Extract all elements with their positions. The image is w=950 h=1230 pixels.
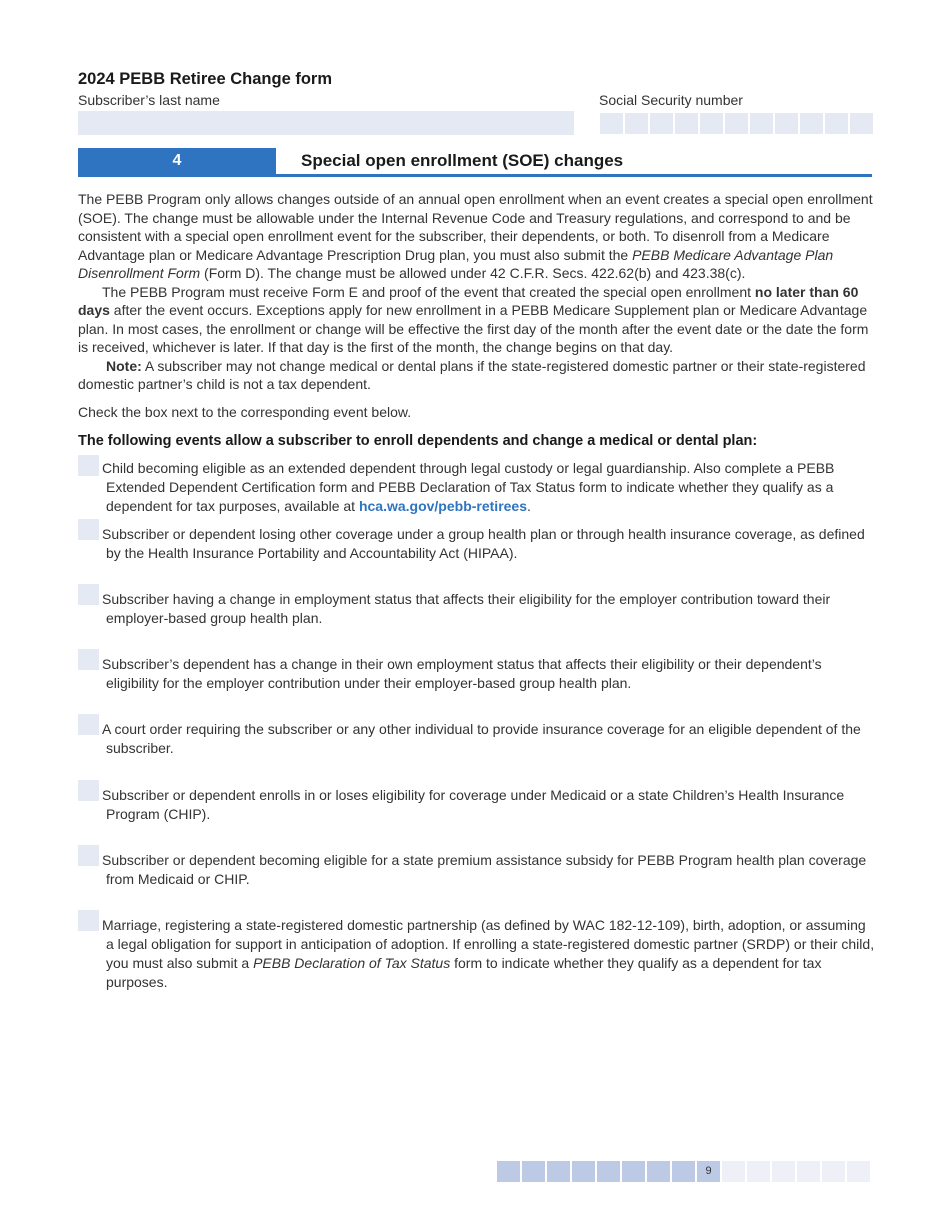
page-box [597, 1161, 620, 1182]
page-box [672, 1161, 695, 1182]
event-label: Subscriber having a change in employment status that affects their eligibility for the employer contribution toward their employer-based group health plan. [102, 591, 831, 626]
page-box [822, 1161, 845, 1182]
ssn-digit-box[interactable] [750, 113, 773, 134]
page-box [647, 1161, 670, 1182]
ssn-digit-box[interactable] [850, 113, 873, 134]
pebb-retirees-link[interactable]: hca.wa.gov/pebb-retirees [358, 498, 528, 514]
page-box [747, 1161, 770, 1182]
last-name-input[interactable] [78, 111, 574, 135]
ssn-field[interactable] [600, 113, 875, 134]
section-header [78, 148, 872, 177]
intro-text [78, 190, 873, 394]
note-paragraph: Note: A subscriber may not change medical or dental plans if the state-registered domestic partner or their state-registered domestic partner’s child is not a tax dependent. [78, 357, 866, 392]
page-box [572, 1161, 595, 1182]
event-checkbox-employment-change[interactable] [78, 584, 99, 605]
section-number: 4 [78, 148, 276, 174]
event-checkbox-medicaid-chip[interactable] [78, 780, 99, 801]
event-label: A court order requiring the subscriber or any other individual to provide insurance coverage for an eligible dependent of the subscriber. [102, 721, 861, 756]
ssn-digit-box[interactable] [675, 113, 698, 134]
ssn-digit-box[interactable] [775, 113, 798, 134]
intro-paragraph-2: The PEBB Program must receive Form E and proof of the event that created the special open enrollment no later than 60 days after the event occurs. Exceptions apply for new enrollment in a PEBB Medicare Supplement plan or Medicare Advantage plan. In most cases, the enrollment or change will be effective the first day of the month after the event date or the date the form is received, whichever is later. If that day is the first of the month, the change begins on that day. [78, 283, 869, 355]
page-indicator [497, 1161, 872, 1182]
event-checkbox-dependent-employment-change[interactable] [78, 649, 99, 670]
section-title: Special open enrollment (SOE) changes [301, 151, 624, 170]
event-checkbox-court-order[interactable] [78, 714, 99, 735]
ssn-digit-box[interactable] [650, 113, 673, 134]
page-number: 9 [697, 1161, 720, 1182]
event-checkbox-marriage-birth-adoption[interactable] [78, 910, 99, 931]
ssn-digit-box[interactable] [625, 113, 648, 134]
event-label: Subscriber or dependent enrolls in or loses eligibility for coverage under Medicaid or a state Children’s Health Insurance Program (CHIP). [102, 787, 845, 822]
ssn-digit-box[interactable] [800, 113, 823, 134]
event-checkbox-extended-dependent[interactable] [78, 455, 99, 476]
event-checkbox-premium-assistance[interactable] [78, 845, 99, 866]
ssn-label: Social Security number [599, 92, 743, 108]
event-checkbox-losing-coverage[interactable] [78, 519, 99, 540]
events-heading: The following events allow a subscriber to enroll dependents and change a medical or dental plan: [78, 433, 758, 449]
ssn-digit-box[interactable] [825, 113, 848, 134]
form-title: 2024 PEBB Retiree Change form [78, 70, 333, 88]
last-name-label: Subscriber’s last name [78, 92, 220, 108]
ssn-digit-box[interactable] [600, 113, 623, 134]
page-box [522, 1161, 545, 1182]
page-box [622, 1161, 645, 1182]
page-box [547, 1161, 570, 1182]
intro-paragraph-1: The PEBB Program only allows changes outside of an annual open enrollment when an event creates a special open enrollment (SOE). The change must be allowable under the Internal Revenue Code and Treasury regulations, and correspond to and be consistent with a special open enrollment event for the subscriber, their dependents, or both. To disenroll from a Medicare Advantage plan or Medicare Advantage Prescription Drug plan, you must also submit the PEBB Medicare Advantage Plan Disenrollment Form (Form D). The change must be allowed under 42 C.F.R. Secs. 422.62(b) and 423.38(c). [78, 191, 873, 281]
ssn-digit-box[interactable] [725, 113, 748, 134]
event-label: Subscriber or dependent losing other coverage under a group health plan or through health insurance coverage, as defined by the Health Insurance Portability and Accountability Act (HIPAA). [102, 526, 865, 561]
page-box [772, 1161, 795, 1182]
check-instruction: Check the box next to the corresponding event below. [78, 404, 412, 420]
page-box [797, 1161, 820, 1182]
page-box [847, 1161, 870, 1182]
page-box [722, 1161, 745, 1182]
event-label: Subscriber’s dependent has a change in their own employment status that affects their eligibility or their dependent’s eligibility for the employer contribution under their employer-based group health plan. [102, 656, 822, 691]
ssn-digit-box[interactable] [700, 113, 723, 134]
page-box [497, 1161, 520, 1182]
event-label: Subscriber or dependent becoming eligible for a state premium assistance subsidy for PEBB Program health plan coverage from Medicaid or CHIP. [102, 852, 867, 887]
event-label: Marriage, registering a state-registered domestic partnership (as defined by WAC 182-12-109), birth, adoption, or assuming a legal obligation for support in anticipation of adoption. If enrolling a state-registered domestic partner (SRDP) or their child, you must also submit a PEBB Declaration of Tax Status form to indicate whether they qualify as a dependent for tax purposes. [102, 917, 875, 990]
event-label: Child becoming eligible as an extended dependent through legal custody or legal guardianship. Also complete a PEBB Extended Dependent Certification form and PEBB Declaration of Tax Status form to indicate whether they qualify as a dependent for tax purposes, available at hca.wa.gov/pebb-retirees. [102, 460, 835, 514]
